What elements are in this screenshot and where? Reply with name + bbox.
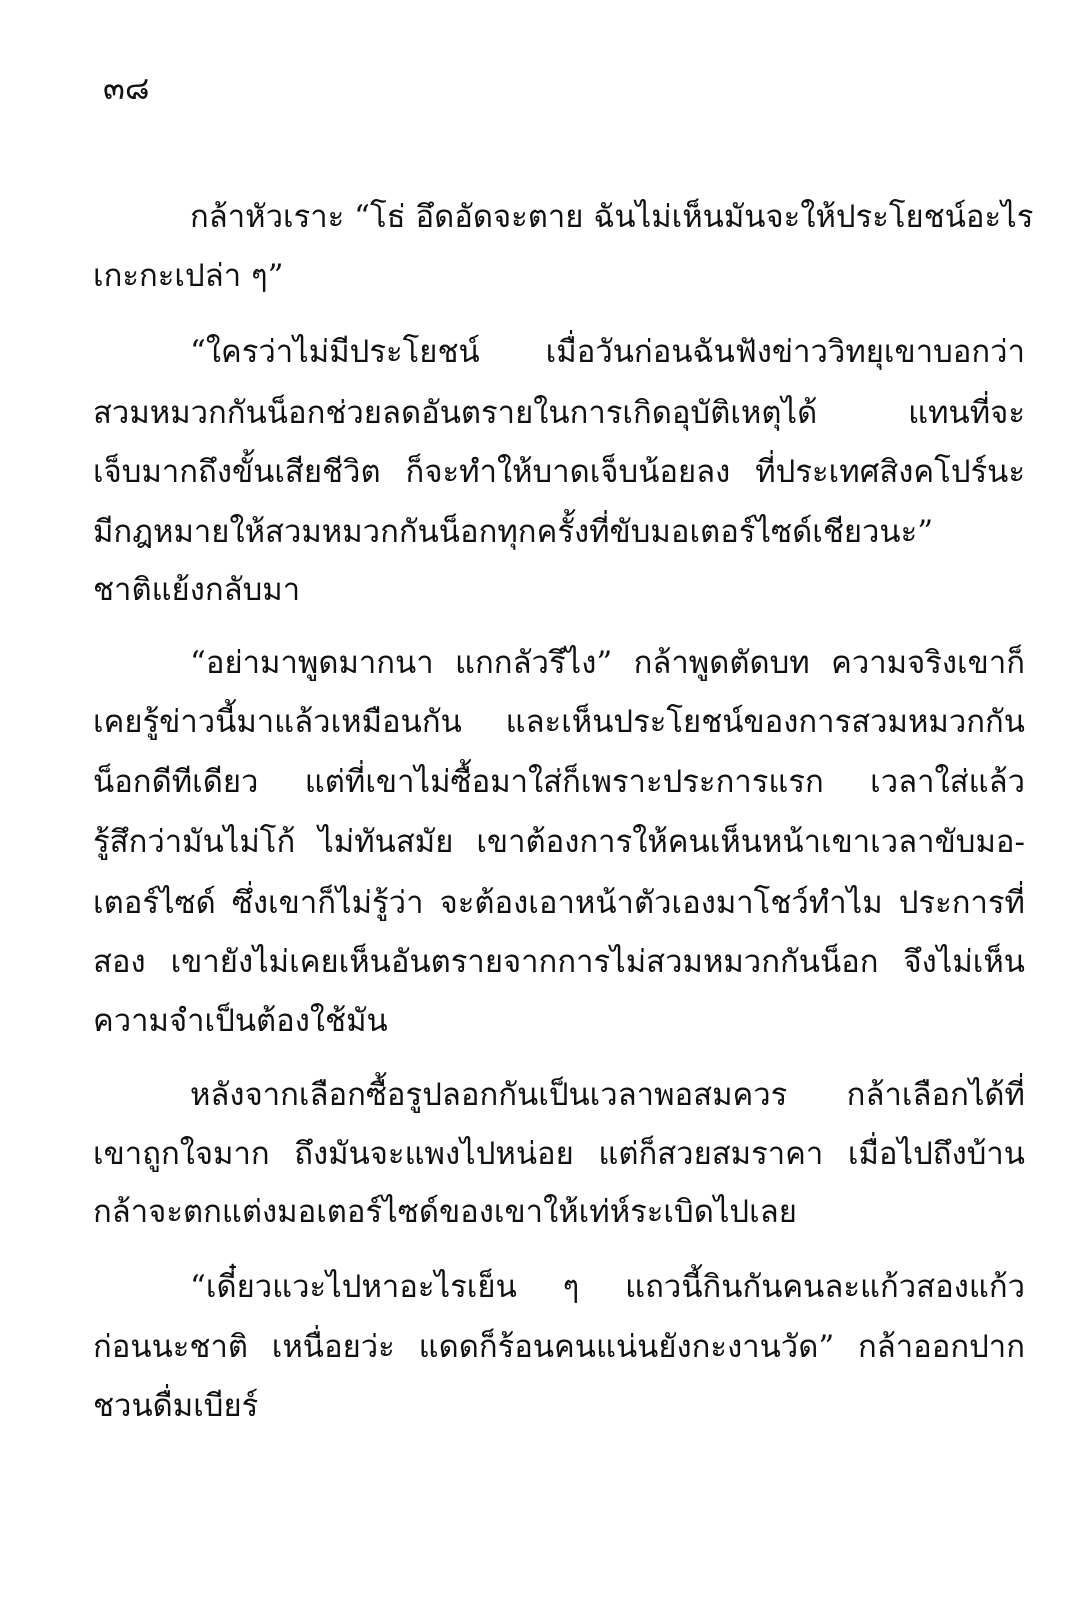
paragraph-line: ความจำเป็นต้องใช้มัน — [93, 1003, 388, 1039]
paragraph-line: ชาติแย้งกลับมา — [93, 572, 301, 608]
paragraph-line: สวมหมวกกันน็อกช่วยลดอันตรายในการเกิดอุบัติเหตุได้ แทนที่จะ — [93, 395, 1025, 431]
paragraph-line: เจ็บมากถึงขั้นเสียชีวิต ก็จะทำให้บาดเจ็บน้อยลง ที่ประเทศสิงคโปร์นะ — [93, 454, 1025, 490]
paragraph-line: ก่อนนะชาติ เหนื่อยว่ะ แดดก็ร้อนคนแน่นยังกะงานวัด” กล้าออกปาก — [93, 1329, 1025, 1365]
paragraph-line: หลังจากเลือกซื้อรูปลอกกันเป็นเวลาพอสมควร กล้าเลือกได้ที่ — [190, 1077, 1025, 1113]
paragraph-line: เกะกะเปล่า ๆ” — [93, 258, 284, 294]
paragraph-line: “เดี๋ยวแวะไปหาอะไรเย็น ๆ แถวนี้กินกันคนละแก้วสองแก้ว — [190, 1269, 1025, 1305]
paragraph-line: เคยรู้ข่าวนี้มาแล้วเหมือนกัน และเห็นประโยชน์ของการสวมหมวกกัน — [93, 704, 1025, 740]
page-number: ๓๘ — [103, 69, 150, 107]
paragraph-line: มีกฎหมายให้สวมหมวกกันน็อกทุกครั้งที่ขับมอเตอร์ไซด์เชียวนะ” — [93, 514, 934, 550]
paragraph-line: “อย่ามาพูดมากนา แกกลัวรึไง” กล้าพูดตัดบท ความจริงเขาก็ — [190, 645, 1025, 681]
paragraph-line: สอง เขายังไม่เคยเห็นอันตรายจากการไม่สวมหมวกกันน็อก จึงไม่เห็น — [93, 944, 1025, 980]
paragraph-line: เขาถูกใจมาก ถึงมันจะแพงไปหน่อย แต่ก็สวยสมราคา เมื่อไปถึงบ้าน — [93, 1136, 1025, 1172]
paragraph-line: ชวนดื่มเบียร์ — [93, 1388, 259, 1424]
paragraph-line: น็อกดีทีเดียว แต่ที่เขาไม่ซื้อมาใส่ก็เพราะประการแรก เวลาใส่แล้ว — [93, 764, 1025, 800]
paragraph-line: กล้าจะตกแต่งมอเตอร์ไซด์ของเขาให้เท่ห์ระเบิดไปเลย — [93, 1194, 797, 1230]
paragraph-line: กล้าหัวเราะ “โธ่ อึดอัดจะตาย ฉันไม่เห็นมันจะให้ประโยชน์อะไร — [190, 199, 1034, 235]
paragraph-line: รู้สึกว่ามันไม่โก้ ไม่ทันสมัย เขาต้องการให้คนเห็นหน้าเขาเวลาขับมอ- — [93, 824, 1025, 860]
paragraph-line: เตอร์ไซด์ ซึ่งเขาก็ไม่รู้ว่า จะต้องเอาหน้าตัวเองมาโชว์ทำไม ประการที่ — [93, 885, 1025, 921]
paragraph-line: “ใครว่าไม่มีประโยชน์ เมื่อวันก่อนฉันฟังข่าววิทยุเขาบอกว่า — [190, 334, 1025, 370]
